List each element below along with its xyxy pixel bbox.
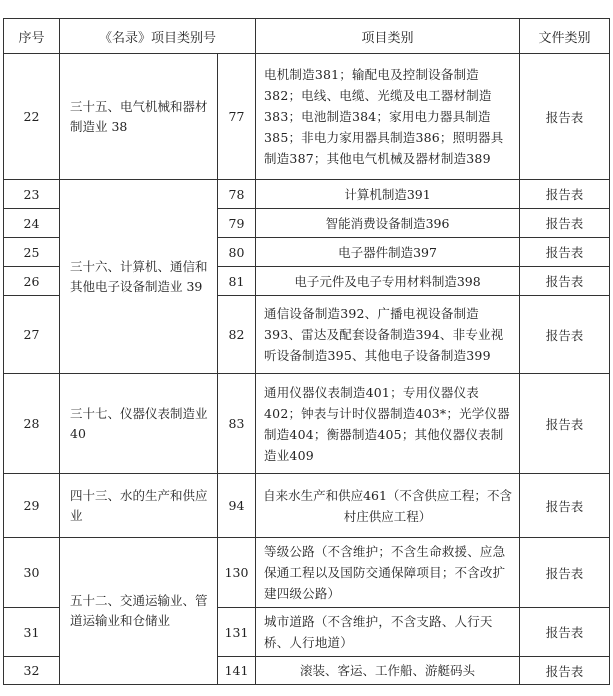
row-category: 通用仪器仪表制造401；专用仪器仪表402；钟表与计时仪器制造403*；光学仪器制造404；衡器制造405；其他仪器仪表制造业409 (256, 374, 520, 474)
row-code: 83 (218, 374, 256, 474)
table-row (4, 474, 610, 538)
row-seq: 31 (4, 608, 60, 657)
row-category: 电机制造381；输配电及控制设备制造382；电线、电缆、光缆及电工器材制造383；电池制造384；家用电力器具制造385；非电力家用器具制造386；照明器具制造387；其他电气机械及器材制造389 (256, 54, 520, 180)
header-row (4, 19, 610, 54)
row-seq: 29 (4, 474, 60, 538)
group-cell: 三十六、计算机、通信和其他电子设备制造业 39 (60, 180, 218, 374)
header-seq: 序号 (4, 19, 60, 54)
row-category: 通信设备制造392、广播电视设备制造393、雷达及配套设备制造394、非专业视听设备制造395、其他电子设备制造399 (256, 296, 520, 374)
row-code: 81 (218, 267, 256, 296)
row-code: 82 (218, 296, 256, 374)
row-doc-type: 报告表 (520, 209, 610, 238)
row-seq: 30 (4, 538, 60, 608)
row-category: 城市道路（不含维护，不含支路、人行天 桥、人行地道） (256, 608, 520, 657)
table-row (4, 180, 610, 209)
header-doc-type: 文件类别 (520, 19, 610, 54)
row-code: 77 (218, 54, 256, 180)
group-cell: 三十五、电气机械和器材制造业 38 (60, 54, 218, 180)
row-seq: 22 (4, 54, 60, 180)
row-category: 滚装、客运、工作船、游艇码头 (256, 657, 520, 685)
row-category: 计算机制造391 (256, 180, 520, 209)
row-category: 电子元件及电子专用材料制造398 (256, 267, 520, 296)
row-seq: 23 (4, 180, 60, 209)
row-seq: 24 (4, 209, 60, 238)
row-doc-type: 报告表 (520, 474, 610, 538)
row-doc-type: 报告表 (520, 54, 610, 180)
row-category: 电子器件制造397 (256, 238, 520, 267)
row-doc-type: 报告表 (520, 608, 610, 657)
row-code: 141 (218, 657, 256, 685)
row-doc-type: 报告表 (520, 296, 610, 374)
row-doc-type: 报告表 (520, 267, 610, 296)
row-code: 130 (218, 538, 256, 608)
row-code: 94 (218, 474, 256, 538)
row-seq: 28 (4, 374, 60, 474)
group-cell: 四十三、水的生产和供应业 (60, 474, 218, 538)
row-category: 自来水生产和供应461（不含供应工程；不含村庄供应工程） (256, 474, 520, 538)
table-row (4, 538, 610, 608)
row-doc-type: 报告表 (520, 374, 610, 474)
row-seq: 26 (4, 267, 60, 296)
row-category: 等级公路（不含维护；不含生命救援、应急保通工程以及国防交通保障项目；不含改扩建四级公路） (256, 538, 520, 608)
row-category: 智能消费设备制造396 (256, 209, 520, 238)
row-code: 79 (218, 209, 256, 238)
row-doc-type: 报告表 (520, 180, 610, 209)
header-category: 项目类别 (256, 19, 520, 54)
group-cell: 五十二、交通运输业、管道运输业和仓储业 (60, 538, 218, 685)
table-row (4, 374, 610, 474)
header-catalog: 《名录》项目类别号 (60, 19, 256, 54)
row-code: 80 (218, 238, 256, 267)
row-doc-type: 报告表 (520, 538, 610, 608)
row-doc-type: 报告表 (520, 657, 610, 685)
table-row (4, 54, 610, 180)
row-code: 78 (218, 180, 256, 209)
row-doc-type: 报告表 (520, 238, 610, 267)
row-seq: 27 (4, 296, 60, 374)
row-code: 131 (218, 608, 256, 657)
group-cell: 三十七、仪器仪表制造业 40 (60, 374, 218, 474)
row-seq: 25 (4, 238, 60, 267)
row-seq: 32 (4, 657, 60, 685)
project-category-table (3, 18, 610, 685)
